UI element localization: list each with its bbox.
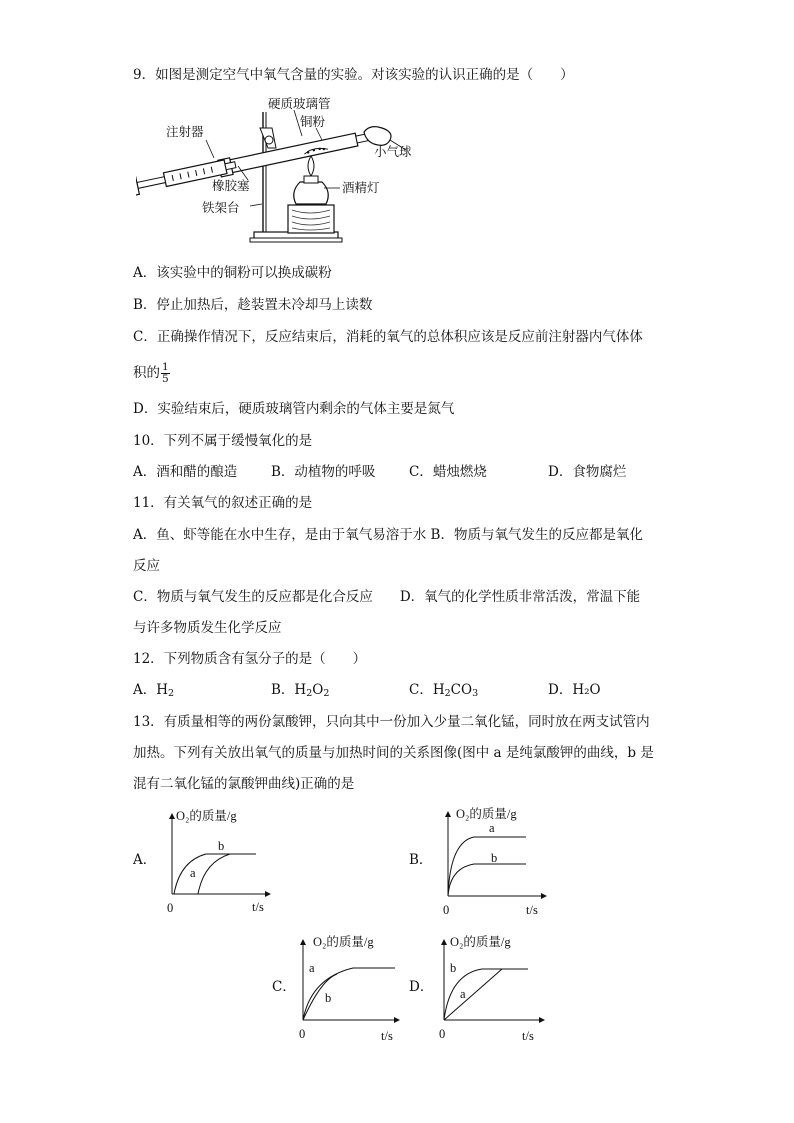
q12-a-text: A．H bbox=[133, 682, 169, 698]
graph-d bbox=[424, 930, 548, 1046]
q13-line1: 13．有质量相等的两份氯酸钾，只向其中一份加入少量二氧化锰，同时放在两支试管内 bbox=[133, 714, 650, 730]
graph-c-curve-a: a bbox=[309, 961, 315, 975]
q10-stem: 10．下列不属于缓慢氧化的是 bbox=[133, 433, 313, 449]
graph-c bbox=[283, 930, 403, 1046]
q12-option-d: D．H₂O bbox=[548, 682, 601, 698]
q9-stem: 9．如图是测定空气中氧气含量的实验。对该实验的认识正确的是（ ） bbox=[133, 67, 574, 83]
q10-option-a: A．酒和醋的酿造 bbox=[133, 464, 238, 480]
graph-c-curve-b: b bbox=[325, 991, 332, 1005]
label-lamp: 酒精灯 bbox=[342, 180, 380, 195]
graph-c-ylabel: O₂的质量/g bbox=[313, 935, 374, 949]
graph-a-origin: 0 bbox=[167, 901, 174, 915]
q12-a-sub: 2 bbox=[168, 688, 175, 699]
q11-line2: 反应 bbox=[133, 558, 160, 574]
q10-option-d: D．食物腐烂 bbox=[548, 464, 627, 480]
q12-b-sub2: 2 bbox=[323, 688, 330, 699]
q12-c-text: C．H bbox=[409, 682, 445, 698]
graph-b-xlabel: t/s bbox=[526, 903, 538, 917]
graph-d-xlabel: t/s bbox=[522, 1029, 534, 1043]
q12-b-sub1: 2 bbox=[306, 688, 313, 699]
q9-option-c-text: 积的 bbox=[133, 365, 160, 381]
graph-c-origin: 0 bbox=[299, 1027, 306, 1041]
q9-apparatus-figure bbox=[136, 92, 436, 252]
graph-c-xlabel: t/s bbox=[381, 1029, 393, 1043]
q13-line3: 混有二氧化锰的氯酸钾曲线)正确的是 bbox=[133, 776, 355, 792]
graph-b bbox=[426, 802, 556, 920]
graph-b-letter: B． bbox=[409, 852, 433, 868]
graph-d-origin: 0 bbox=[439, 1027, 446, 1041]
label-tube: 硬质玻璃管 bbox=[268, 96, 331, 111]
graph-d-letter: D． bbox=[409, 979, 434, 995]
graph-b-curve-a: a bbox=[489, 821, 495, 835]
q12-option-c bbox=[409, 681, 478, 699]
graph-d-curve-a: a bbox=[460, 987, 466, 1001]
q11-stem: 11．有关氧气的叙述正确的是 bbox=[133, 495, 313, 511]
label-syringe: 注射器 bbox=[166, 124, 204, 139]
graph-a bbox=[150, 806, 280, 918]
graph-a-letter: A． bbox=[133, 852, 157, 868]
graph-c-letter: C． bbox=[272, 979, 296, 995]
label-balloon: 小气球 bbox=[374, 144, 412, 159]
label-stopper: 橡胶塞 bbox=[212, 178, 250, 193]
graph-b-curve-b: b bbox=[491, 851, 498, 865]
graph-d-ylabel: O₂的质量/g bbox=[450, 935, 511, 949]
graph-a-xlabel: t/s bbox=[252, 900, 264, 914]
graph-b-ylabel: O₂的质量/g bbox=[456, 807, 517, 821]
q11-line1: A．鱼、虾等能在水中生存，是由于氧气易溶于水 B．物质与氧气发生的反应都是氧化 bbox=[133, 527, 643, 543]
label-stand: 铁架台 bbox=[202, 200, 240, 215]
q9-option-d: D．实验结束后，硬质玻璃管内剩余的气体主要是氮气 bbox=[133, 401, 455, 417]
q12-b-text: B．H bbox=[271, 682, 307, 698]
q11-line4: 与许多物质发生化学反应 bbox=[133, 620, 282, 636]
graph-a-curve-a: a bbox=[190, 866, 196, 880]
q12-option-b bbox=[271, 681, 329, 699]
q12-c-sub2: 3 bbox=[472, 688, 479, 699]
graph-a-curve-b: b bbox=[218, 839, 225, 853]
fraction-one-fifth bbox=[161, 362, 170, 385]
graph-d-curve-b: b bbox=[450, 961, 457, 975]
q9-option-c-line2 bbox=[133, 362, 170, 385]
fraction-numerator: 1 bbox=[162, 361, 169, 373]
q12-c-sub1: 2 bbox=[444, 688, 451, 699]
q9-option-a: A．该实验中的铜粉可以换成碳粉 bbox=[133, 265, 332, 281]
q12-stem: 12．下列物质含有氢分子的是（ ） bbox=[133, 651, 367, 667]
graph-b-origin: 0 bbox=[443, 903, 450, 917]
label-copper: 铜粉 bbox=[300, 114, 326, 129]
q12-option-a bbox=[133, 681, 174, 699]
q13-line2: 加热。下列有关放出氧气的质量与加热时间的关系图像(图中 a 是纯氯酸钾的曲线，b 是 bbox=[133, 745, 654, 761]
q12-c-mid: CO bbox=[450, 682, 473, 698]
graph-a-ylabel: O₂的质量/g bbox=[176, 809, 237, 823]
q9-option-b: B．停止加热后，趁装置未冷却马上读数 bbox=[133, 297, 373, 313]
q10-option-b: B．动植物的呼吸 bbox=[271, 464, 376, 480]
q12-b-mid: O bbox=[312, 682, 324, 698]
q11-line3: C．物质与氧气发生的反应都是化合反应 D．氧气的化学性质非常活泼，常温下能 bbox=[133, 589, 641, 605]
q10-option-c: C．蜡烛燃烧 bbox=[409, 464, 487, 480]
q9-option-c-line1: C．正确操作情况下，反应结束后，消耗的氧气的总体积应该是反应前注射器内气体体 bbox=[133, 329, 643, 345]
fraction-denominator: 5 bbox=[162, 373, 169, 385]
